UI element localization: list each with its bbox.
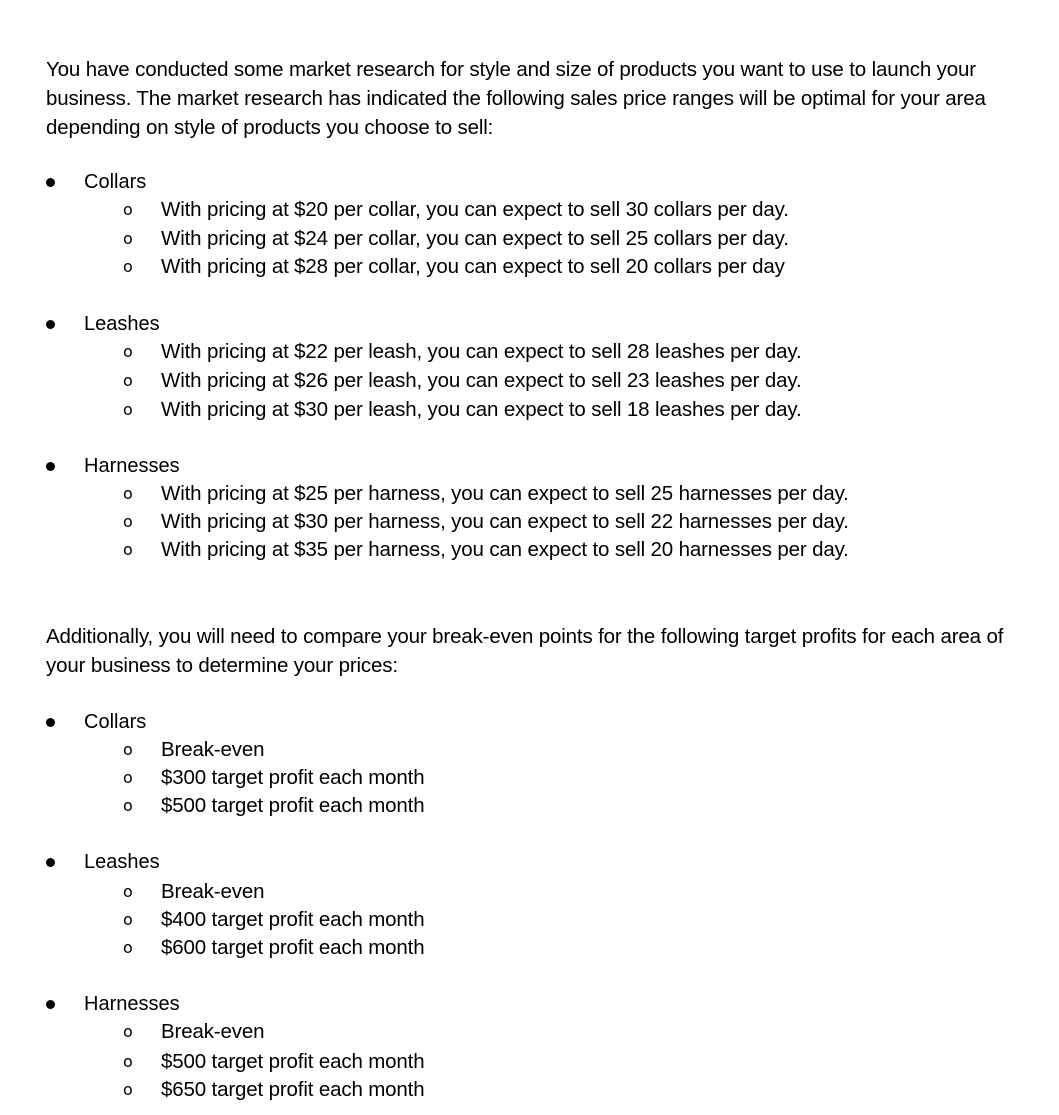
sub-bullet-icon: o (123, 512, 133, 531)
sub-item (0, 253, 1059, 281)
sub-item (0, 1018, 1059, 1046)
sub-item (0, 396, 1059, 424)
sub-bullet-icon: o (123, 540, 133, 559)
bullet-dot-icon (46, 320, 55, 329)
sub-item-text: With pricing at $30 per harness, you can expect to sell 22 harnesses per day. (161, 510, 849, 533)
sub-item-text: With pricing at $22 per leash, you can expect to sell 28 leashes per day. (161, 340, 802, 363)
bullet-dot-icon (46, 1000, 55, 1009)
sub-bullet-icon: o (123, 740, 133, 759)
sub-item (0, 934, 1059, 962)
sub-bullet-icon: o (123, 200, 133, 219)
sub-item (0, 736, 1059, 764)
sub-item (0, 225, 1059, 253)
sub-item-text: $300 target profit each month (161, 766, 425, 789)
sub-item-text: $600 target profit each month (161, 936, 425, 959)
sub-item (0, 878, 1059, 906)
sub-item (0, 1048, 1059, 1076)
bullet-label: Leashes (84, 313, 160, 335)
sub-bullet-icon: o (123, 257, 133, 276)
bullet-label: Leashes (84, 851, 160, 873)
sub-bullet-icon: o (123, 910, 133, 929)
sub-item-text: Break-even (161, 1020, 265, 1043)
sub-bullet-icon: o (123, 400, 133, 419)
sub-item (0, 508, 1059, 536)
bullet-dot-icon (46, 178, 55, 187)
bullet-label: Harnesses (84, 455, 180, 477)
sub-item-text: With pricing at $25 per harness, you can expect to sell 25 harnesses per day. (161, 482, 849, 505)
sub-item-text: With pricing at $28 per collar, you can expect to sell 20 collars per day (161, 255, 785, 278)
sub-item (0, 480, 1059, 508)
intro-paragraph: You have conducted some market research for style and size of products you want to use to launch your business. The market research has indicated the following sales price ranges will be optimal for your area depending on style of products you choose to sell: (46, 58, 986, 139)
second-paragraph: Additionally, you will need to compare your break-even points for the following target profits for each area of your business to determine your prices: (46, 625, 1004, 677)
sub-item-text: Break-even (161, 738, 265, 761)
sub-item-text: $500 target profit each month (161, 1050, 425, 1073)
sub-item-text: $400 target profit each month (161, 908, 425, 931)
sub-item-text: Break-even (161, 880, 265, 903)
bullet-label: Collars (84, 711, 147, 733)
sub-item-text: With pricing at $30 per leash, you can expect to sell 18 leashes per day. (161, 398, 802, 421)
sub-item-text: With pricing at $35 per harness, you can expect to sell 20 harnesses per day. (161, 538, 849, 561)
sub-item (0, 792, 1059, 820)
sub-item (0, 1076, 1059, 1104)
sub-item (0, 536, 1059, 564)
sub-item (0, 906, 1059, 934)
sub-item (0, 367, 1059, 395)
sub-bullet-icon: o (123, 882, 133, 901)
sub-item-text: With pricing at $26 per leash, you can expect to sell 23 leashes per day. (161, 369, 802, 392)
sub-item-text: $650 target profit each month (161, 1078, 425, 1101)
sub-bullet-icon: o (123, 938, 133, 957)
sub-item (0, 196, 1059, 224)
sub-item (0, 338, 1059, 366)
sub-item-text: With pricing at $24 per collar, you can expect to sell 25 collars per day. (161, 227, 789, 250)
sub-item-text: With pricing at $20 per collar, you can expect to sell 30 collars per day. (161, 198, 789, 221)
bullet-dot-icon (46, 462, 55, 471)
sub-item-text: $500 target profit each month (161, 794, 425, 817)
bullet-label: Collars (84, 171, 147, 193)
sub-bullet-icon: o (123, 1080, 133, 1099)
sub-bullet-icon: o (123, 484, 133, 503)
sub-bullet-icon: o (123, 229, 133, 248)
sub-bullet-icon: o (123, 796, 133, 815)
sub-bullet-icon: o (123, 342, 133, 361)
bullet-label: Harnesses (84, 993, 180, 1015)
sub-bullet-icon: o (123, 371, 133, 390)
sub-bullet-icon: o (123, 1022, 133, 1041)
bullet-dot-icon (46, 858, 55, 867)
sub-item (0, 764, 1059, 792)
sub-bullet-icon: o (123, 1052, 133, 1071)
bullet-dot-icon (46, 718, 55, 727)
sub-bullet-icon: o (123, 768, 133, 787)
